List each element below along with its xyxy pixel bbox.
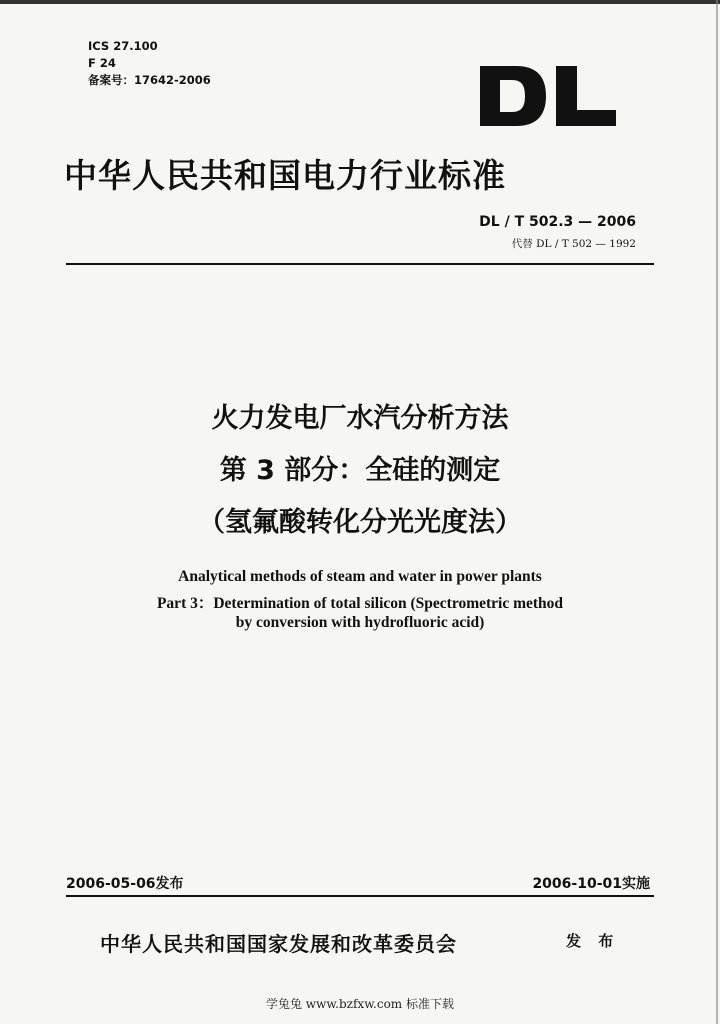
replaces-standard: 代替 DL / T 502 — 1992 xyxy=(511,238,636,250)
classification-block xyxy=(88,38,211,89)
header-divider xyxy=(66,263,654,265)
site-watermark: 学兔兔 www.bzfxw.com 标准下载 xyxy=(265,997,455,1011)
issuing-authority: 中华人民共和国国家发展和改革委员会 xyxy=(100,932,457,956)
title-en-line3: by conversion with hydrofluoric acid) xyxy=(235,614,485,631)
record-number: 备案号：17642-2006 xyxy=(88,73,211,87)
title-zh-line2: 第 3 部分：全硅的测定 xyxy=(219,455,501,486)
title-zh-line1: 火力发电厂水汽分析方法 xyxy=(211,403,509,434)
dl-logo-text: DL xyxy=(478,64,480,65)
implement-date: 2006-10-01实施 xyxy=(532,876,650,892)
org-title: 中华人民共和国电力行业标准 xyxy=(64,156,506,195)
standard-number: DL / T 502.3 — 2006 xyxy=(479,214,636,230)
title-zh-line3: （氢氟酸转化分光光度法） xyxy=(198,507,522,538)
dl-logo xyxy=(478,64,618,128)
title-en-line2: Part 3：Determination of total silicon (Spectrometric method xyxy=(156,595,564,612)
title-en-line1: Analytical methods of steam and water in power plants xyxy=(178,568,542,585)
publish-label: 发 布 xyxy=(566,932,620,950)
ics-code: ICS 27.100 xyxy=(88,39,158,53)
footer-divider xyxy=(66,895,654,897)
publish-date: 2006-05-06发布 xyxy=(66,876,184,892)
class-code: F 24 xyxy=(88,56,116,70)
scan-top-edge xyxy=(0,0,720,4)
